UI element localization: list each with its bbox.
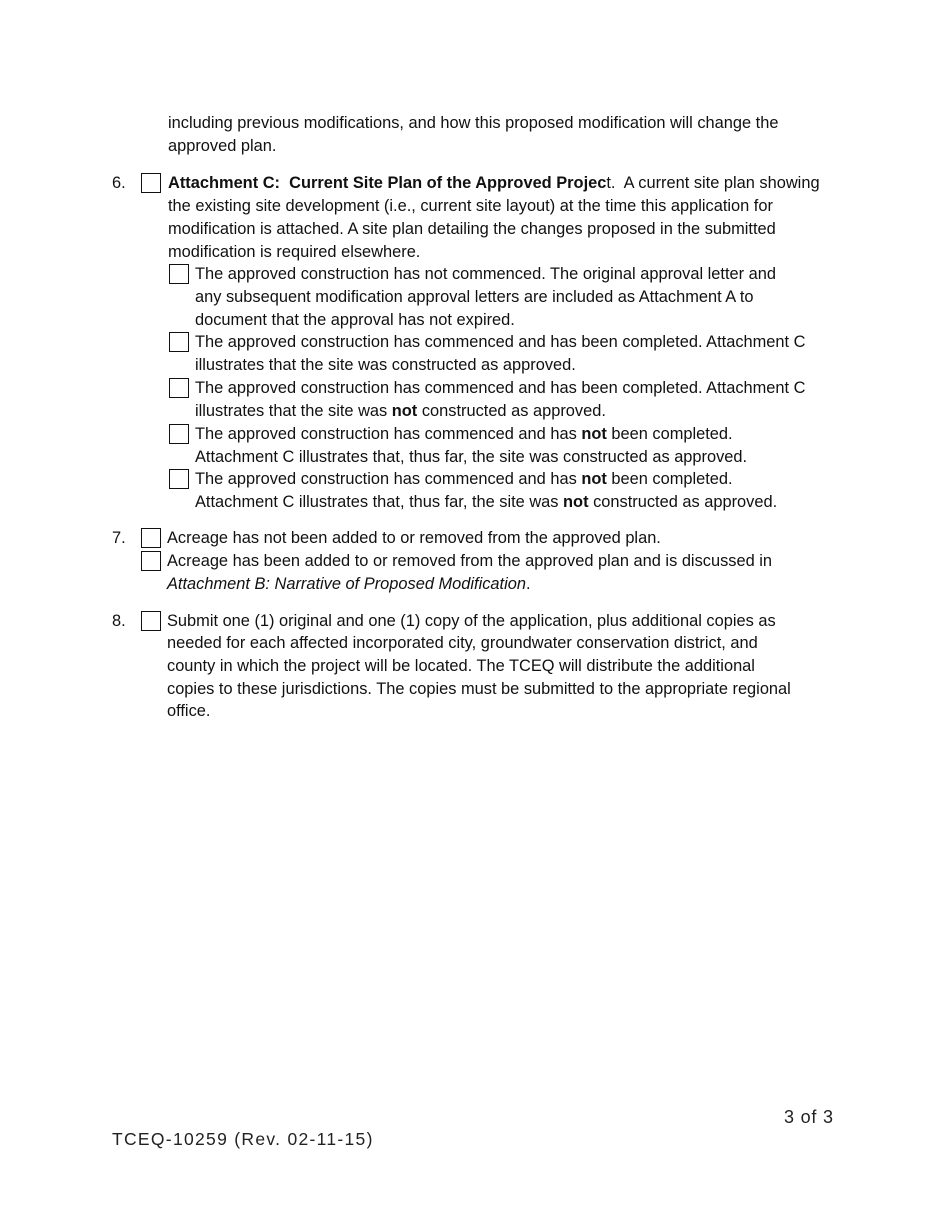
item-6-line-1: [168, 172, 820, 195]
item-6-option-2-line-1: The approved construction has commenced and has been completed. Attachment C: [195, 333, 806, 351]
page-number: 3 of 3: [784, 1107, 834, 1127]
item-6-option-2-line-2: illustrates that the site was constructed as approved.: [195, 356, 576, 374]
item-7-option-1-checkbox[interactable]: [141, 528, 161, 548]
item-6-checkbox[interactable]: [141, 173, 161, 193]
item-6-option-3-checkbox[interactable]: [169, 378, 189, 398]
form-id: TCEQ-10259 (Rev. 02-11-15): [112, 1129, 374, 1149]
item-6-option-5-checkbox[interactable]: [169, 469, 189, 489]
item-8-line-5: office.: [167, 702, 211, 720]
item-7-number: 7.: [112, 529, 126, 547]
item-7-option-2-line-1: Acreage has been added to or removed from the approved plan and is discussed in: [167, 552, 773, 570]
item-6-title: Attachment C: Current Site Plan of the Approved Projec: [168, 174, 607, 192]
item-6-line-1-rest: A current site plan showing: [615, 174, 820, 192]
item-6-option-5-line-2: Attachment C illustrates that, thus far, the site was not constructed as approved.: [195, 493, 778, 511]
item-6-number: 6.: [112, 174, 126, 192]
item-6-line-3: modification is attached. A site plan detailing the changes proposed in the submitted: [168, 220, 776, 238]
intro-line-2: approved plan.: [168, 137, 277, 155]
item-6-option-4-checkbox[interactable]: [169, 424, 189, 444]
item-7-option-2-checkbox[interactable]: [141, 551, 161, 571]
item-7-option-1-text: Acreage has not been added to or removed from the approved plan.: [167, 529, 661, 547]
intro-line-1: including previous modifications, and how this proposed modification will change the: [168, 114, 779, 132]
item-6-option-1-line-2: any subsequent modification approval letters are included as Attachment A to: [195, 288, 754, 306]
item-8-checkbox[interactable]: [141, 611, 161, 631]
item-6-title-tail: t.: [606, 174, 616, 192]
item-6-option-2-checkbox[interactable]: [169, 332, 189, 352]
item-8-line-4: copies to these jurisdictions. The copies must be submitted to the appropriate regional: [167, 680, 791, 698]
item-6-option-1-line-1: The approved construction has not commenced. The original approval letter and: [195, 265, 776, 283]
item-6-option-5-line-1: The approved construction has commenced and has not been completed.: [195, 470, 733, 488]
item-7-option-2-line-2: Attachment B: Narrative of Proposed Modification.: [167, 575, 531, 593]
item-6-option-3-line-1: The approved construction has commenced and has been completed. Attachment C: [195, 379, 806, 397]
item-8-number: 8.: [112, 612, 126, 630]
item-6-option-4-line-1: The approved construction has commenced and has not been completed.: [195, 425, 733, 443]
item-6-option-3-line-2: illustrates that the site was not constructed as approved.: [195, 402, 606, 420]
item-8-line-2: needed for each affected incorporated city, groundwater conservation district, and: [167, 634, 758, 652]
item-6-option-4-line-2: Attachment C illustrates that, thus far, the site was constructed as approved.: [195, 448, 748, 466]
item-6-line-2: the existing site development (i.e., current site layout) at the time this application for: [168, 197, 773, 215]
item-8-line-1: Submit one (1) original and one (1) copy of the application, plus additional copies as: [167, 612, 776, 630]
item-6-option-1-line-3: document that the approval has not expired.: [195, 311, 515, 329]
item-8-line-3: county in which the project will be located. The TCEQ will distribute the additional: [167, 657, 755, 675]
item-6-line-4: modification is required elsewhere.: [168, 243, 421, 261]
item-6-option-1-checkbox[interactable]: [169, 264, 189, 284]
